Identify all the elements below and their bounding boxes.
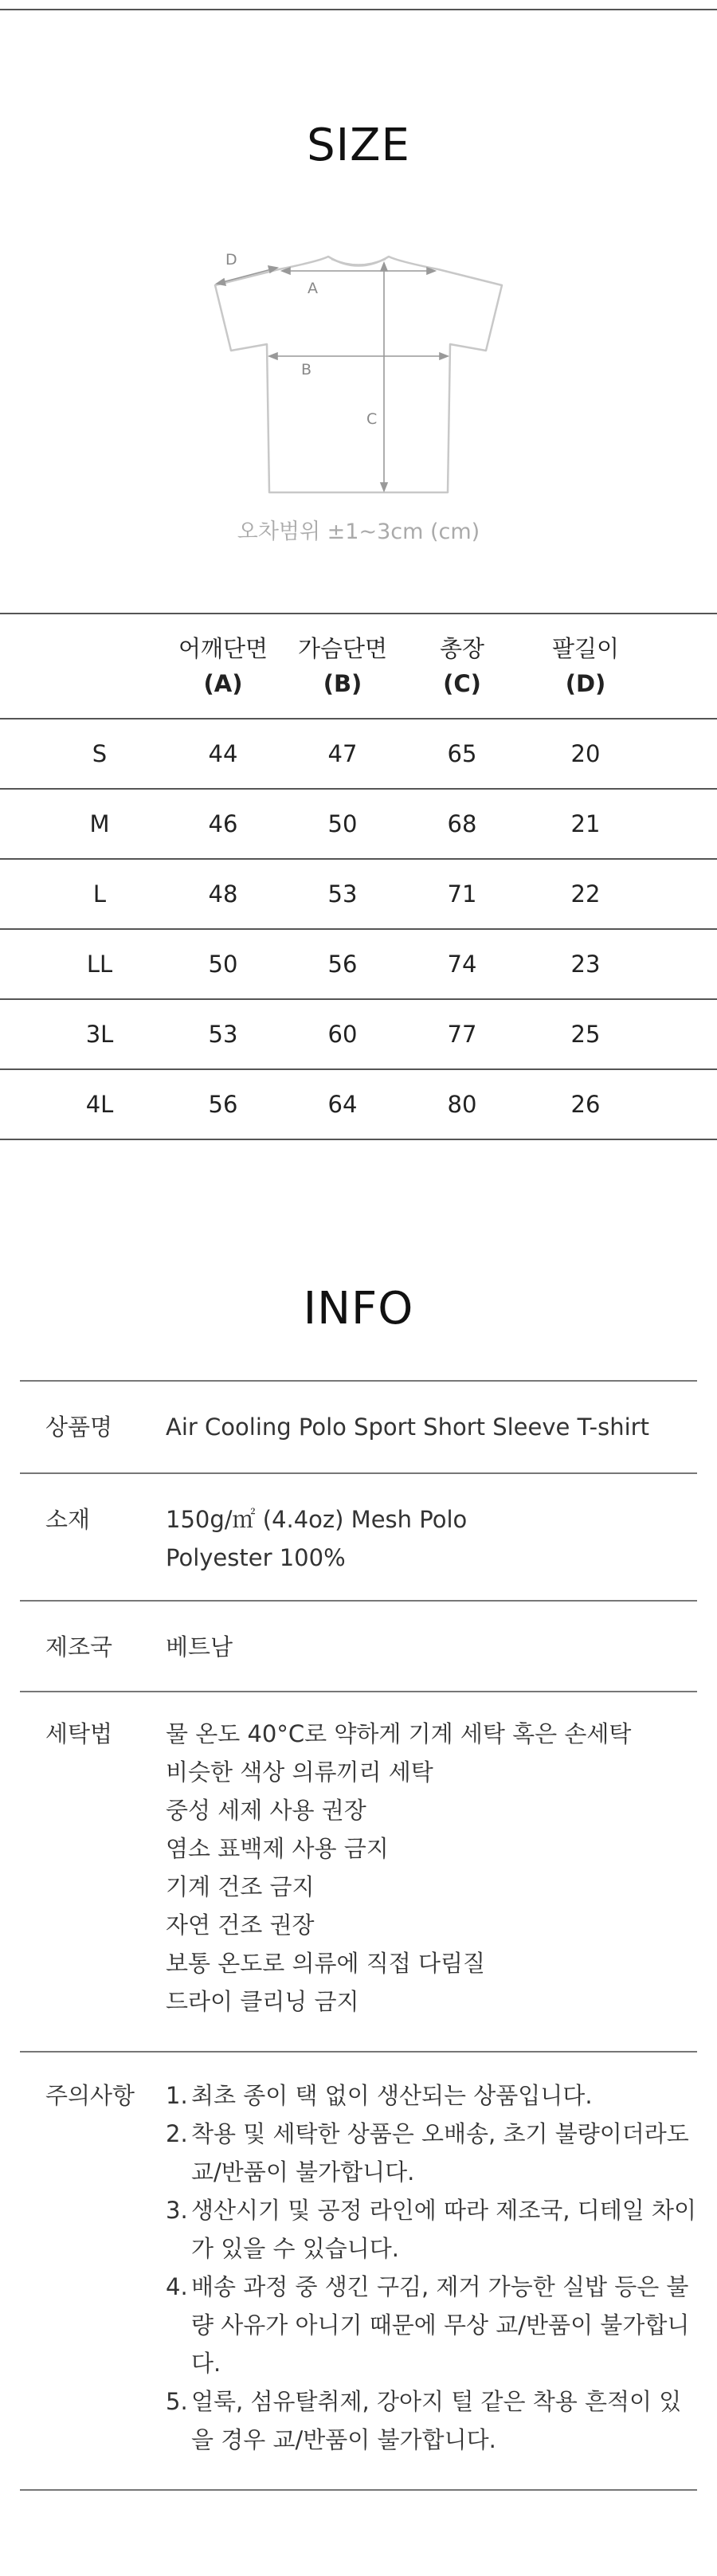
washing-line: 중성 세제 사용 권장: [166, 1797, 366, 1824]
length-cell: 80: [447, 1091, 477, 1118]
length-cell: 68: [447, 810, 477, 837]
material-line: 150g/㎡ (4.4oz) Mesh Polo: [166, 1506, 468, 1533]
shoulder-cell: 46: [208, 810, 238, 837]
diagram-label-c: C: [366, 410, 378, 428]
table-row: [0, 860, 717, 930]
info-title: INFO: [303, 1283, 414, 1335]
size-cell: 3L: [85, 1021, 114, 1048]
material-line: Polyester 100%: [166, 1544, 346, 1571]
size-cell: LL: [86, 951, 113, 978]
size-table-header: [0, 614, 717, 719]
info-row-material: [20, 1474, 697, 1602]
caution-number: 2.: [166, 2120, 188, 2147]
washing-line: 기계 건조 금지: [166, 1873, 315, 1900]
washing-line: 물 온도 40°C로 약하게 기계 세탁 혹은 손세탁: [166, 1720, 632, 1747]
washing-line: 드라이 클리닝 금지: [166, 1988, 359, 2015]
size-cell: M: [89, 810, 110, 837]
caution-number: 1.: [166, 2082, 188, 2109]
shoulder-cell: 50: [208, 951, 238, 978]
length-cell: 65: [447, 740, 477, 767]
washing-line: 자연 건조 권장: [166, 1911, 315, 1939]
caution-number: 3.: [166, 2197, 188, 2224]
info-row-origin: [20, 1602, 697, 1692]
info-value-caution: [166, 2076, 699, 2459]
caution-item: [166, 2115, 699, 2191]
header-length-label: 총장: [439, 635, 485, 662]
table-row: [0, 1070, 717, 1140]
table-row: [0, 930, 717, 1000]
shoulder-cell: 48: [208, 880, 238, 908]
info-label-caution: 주의사항: [45, 2082, 135, 2109]
sleeve-cell: 22: [570, 880, 601, 908]
sleeve-cell: 25: [570, 1021, 601, 1048]
length-cell: 77: [447, 1021, 477, 1048]
caution-item: [166, 2076, 699, 2115]
diagram-label-d: D: [225, 251, 237, 269]
chest-cell: 47: [327, 740, 358, 767]
header-sleeve: [522, 614, 649, 718]
sleeve-cell: 21: [570, 810, 601, 837]
table-row: [0, 719, 717, 790]
header-length: [402, 614, 522, 718]
header-shoulder-code: (A): [203, 670, 243, 697]
caution-item: [166, 2382, 699, 2459]
header-sleeve-code: (D): [565, 670, 606, 697]
caution-item: [166, 2268, 699, 2382]
chest-cell: 64: [327, 1091, 358, 1118]
shoulder-cell: 56: [208, 1091, 238, 1118]
caution-item: [166, 2191, 699, 2268]
washing-line: 보통 온도로 의류에 직접 다림질: [166, 1950, 486, 1977]
washing-line: 비슷한 색상 의류끼리 세탁: [166, 1759, 433, 1786]
table-row: [0, 790, 717, 860]
caution-text: 착용 및 세탁한 상품은 오배송, 초기 불량이더라도 교/반품이 불가합니다.: [191, 2120, 689, 2186]
length-cell: 71: [447, 880, 477, 908]
header-chest-label: 가슴단면: [297, 635, 388, 662]
size-cell: 4L: [85, 1091, 114, 1118]
caution-number: 4.: [166, 2273, 188, 2300]
size-cell: L: [92, 880, 107, 908]
header-sleeve-label: 팔길이: [551, 635, 620, 662]
header-shoulder-label: 어깨단면: [178, 635, 268, 662]
chest-cell: 60: [327, 1021, 358, 1048]
info-value-material: [166, 1500, 715, 1577]
sleeve-cell: 20: [570, 740, 601, 767]
header-shoulder: [163, 614, 283, 718]
size-tolerance-note: 오차범위 ±1~3cm (cm): [237, 520, 480, 544]
info-value-washing: [166, 1715, 715, 2021]
washing-line: 염소 표백제 사용 금지: [166, 1835, 389, 1862]
sleeve-cell: 26: [570, 1091, 601, 1118]
caution-text: 배송 과정 중 생긴 구김, 제거 가능한 실밥 등은 불량 사유가 아니기 때문에 무상 교/반품이 불가합니다.: [191, 2273, 690, 2377]
length-cell: 74: [447, 951, 477, 978]
diagram-label-b: B: [301, 361, 312, 378]
caution-text: 최초 종이 택 없이 생산되는 상품입니다.: [191, 2082, 593, 2109]
info-value-origin: 베트남: [166, 1633, 233, 1660]
caution-text: 얼룩, 섬유탈취제, 강아지 털 같은 착용 흔적이 있을 경우 교/반품이 불가합니다.: [191, 2388, 682, 2453]
info-row-product-name: [20, 1382, 697, 1474]
size-table: [0, 614, 717, 1140]
info-row-caution: [20, 2053, 697, 2491]
caution-number: 5.: [166, 2388, 188, 2415]
chest-cell: 56: [327, 951, 358, 978]
info-row-washing: [20, 1692, 697, 2053]
header-chest: [283, 614, 402, 718]
size-cell: S: [92, 740, 108, 767]
info-value-product-name: Air Cooling Polo Sport Short Sleeve T-shirt: [166, 1413, 649, 1441]
size-title: SIZE: [307, 120, 410, 171]
info-label-washing: 세탁법: [45, 1720, 113, 1747]
info-label-product-name: 상품명: [45, 1413, 113, 1441]
sleeve-cell: 23: [570, 951, 601, 978]
header-chest-code: (B): [323, 670, 362, 697]
table-row: [0, 1000, 717, 1070]
chest-cell: 53: [327, 880, 358, 908]
header-length-code: (C): [443, 670, 481, 697]
tshirt-size-diagram: [199, 239, 518, 502]
info-label-material: 소재: [45, 1506, 91, 1533]
info-label-origin: 제조국: [45, 1633, 113, 1660]
shoulder-cell: 53: [208, 1021, 238, 1048]
top-divider: [0, 9, 717, 10]
chest-cell: 50: [327, 810, 358, 837]
shoulder-cell: 44: [208, 740, 238, 767]
caution-text: 생산시기 및 공정 라인에 따라 제조국, 디테일 차이가 있을 수 있습니다.: [191, 2197, 697, 2262]
diagram-label-a: A: [308, 280, 318, 297]
